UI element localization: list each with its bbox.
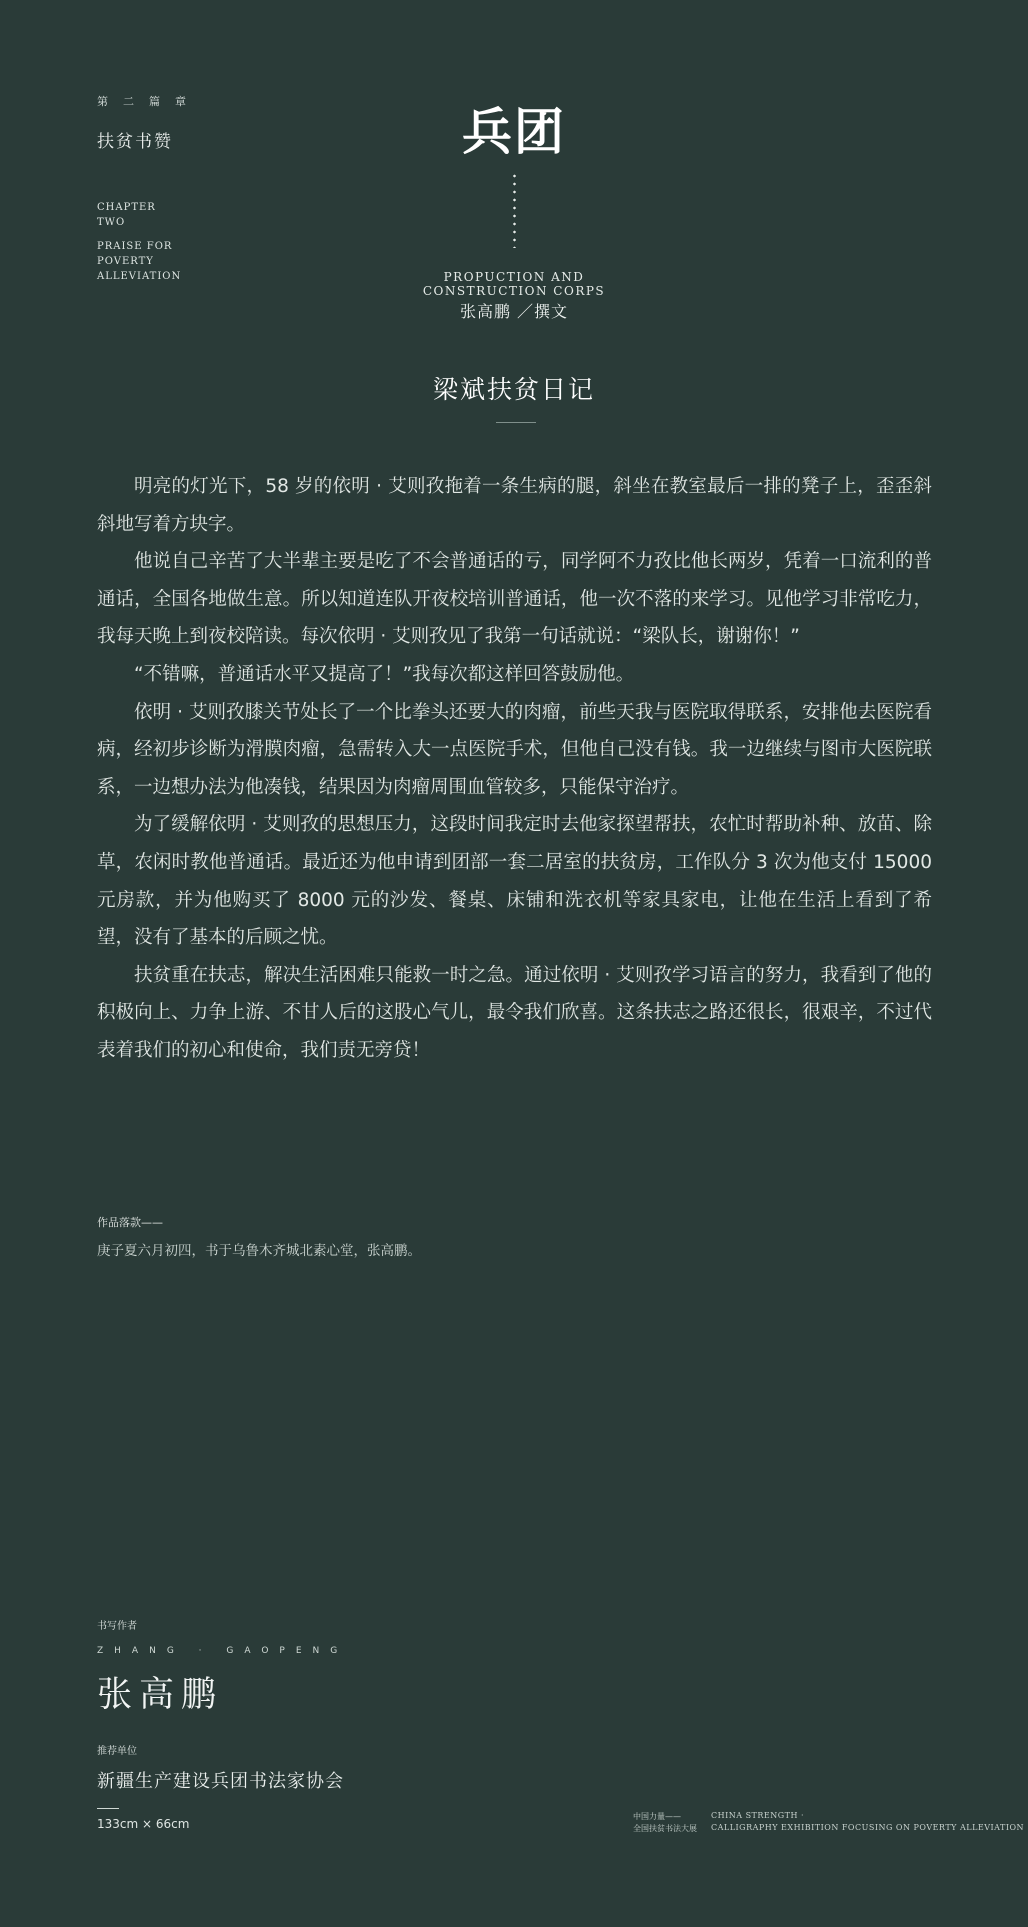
paragraph: 依明 · 艾则孜膝关节处长了一个比拳头还要大的肉瘤，前些天我与医院取得联系，安排他去医院看病，经初步诊断为滑膜肉瘤，急需转入大一点医院手术，但他自己没有钱。我一边继续与图市大医院联系，一边想办法为他凑钱，结果因为肉瘤周围血管较多，只能保守治疗。 (97, 701, 932, 798)
paragraph: 明亮的灯光下，58 岁的依明 · 艾则孜拖着一条生病的腿，斜坐在教室最后一排的凳子上，歪歪斜斜地写着方块字。 (97, 476, 932, 535)
chapter-en-label: CHAPTER TWO (97, 202, 156, 228)
title-underline (496, 422, 536, 423)
footer-cn: 中国力量—— 全国扶贫书法大展 (633, 1812, 697, 1833)
inscription-label: 作品落款—— (97, 1216, 163, 1229)
paragraph: 他说自己辛苦了大半辈主要是吃了不会普通话的亏，同学阿不力孜比他长两岁，凭着一口流利的普通话，全国各地做生意。所以知道连队开夜校培训普通话，他一次不落的来学习。见他学习非常吃力，我每天晚上到夜校陪读。每次依明 · 艾则孜见了我第一句话就说：“梁队长，谢谢你！” (97, 551, 932, 648)
writer-label: 书写作者 (97, 1621, 137, 1632)
size-divider (97, 1808, 119, 1809)
recommender-name: 新疆生产建设兵团书法家协会 (97, 1771, 344, 1792)
recommender-label: 推荐单位 (97, 1746, 137, 1757)
chapter-name: 扶贫书赞 (97, 132, 173, 152)
inscription-text: 庚子夏六月初四，书于乌鲁木齐城北素心堂，张高鹏。 (97, 1243, 421, 1259)
chapter-en-name: PRAISE FOR POVERTY ALLEVIATION (97, 241, 182, 282)
writer-name-en: ZHANG · GAOPENG (97, 1646, 349, 1656)
paragraph: 扶贫重在扶志，解决生活困难只能救一时之急。通过依明 · 艾则孜学习语言的努力，我看到了他的积极向上、力争上游、不甘人后的这股心气儿，最令我们欣喜。这条扶志之路还很长，很艰辛，不过代表着我们的初心和使命，我们责无旁贷！ (97, 964, 932, 1061)
article-title: 梁斌扶贫日记 (432, 375, 595, 404)
footer-en: CHINA STRENGTH · CALLIGRAPHY EXHIBITION FOCUSING ON POVERTY ALLEVIATION (711, 1811, 1025, 1832)
author-byline: 张高鹏 ／撰文 (459, 302, 569, 321)
paragraph: “不错嘛，普通话水平又提高了！”我每次都这样回答鼓励他。 (134, 663, 635, 685)
article-body (97, 468, 932, 1070)
page-title: 兵团 (462, 102, 566, 161)
dotted-divider (513, 172, 516, 248)
artwork-size: 133cm × 66cm (97, 1817, 190, 1831)
paragraph: 为了缓解依明 · 艾则孜的思想压力，这段时间我定时去他家探望帮扶，农忙时帮助补种、放苗、除草，农闲时教他普通话。最近还为他申请到团部一套二居室的扶贫房，工作队分 3 次为他支付 15000 元房款，并为他购买了 8000 元的沙发、餐桌、床铺和洗衣机等家具家电，让他在生活上看到了希望，没有了基本的后顾之忧。 (97, 814, 932, 949)
chapter-number: 第二篇章 (97, 95, 201, 108)
writer-name: 张高鹏 (97, 1675, 224, 1715)
subtitle-en: PROPUCTION AND CONSTRUCTION CORPS (422, 270, 606, 298)
